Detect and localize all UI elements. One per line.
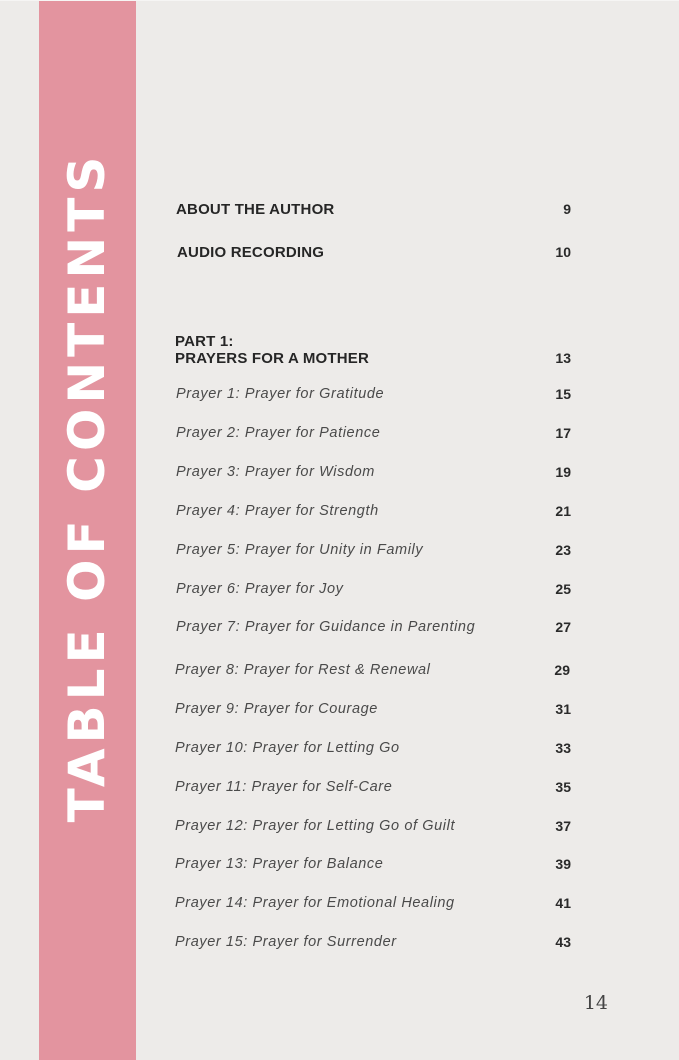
- toc-entry-label: Prayer 7: Prayer for Guidance in Parenting: [176, 619, 476, 635]
- toc-entry-page: 39: [555, 856, 571, 872]
- toc-entry-prayer-6[interactable]: [0, 581, 679, 605]
- toc-entry-label: Prayer 13: Prayer for Balance: [175, 856, 384, 872]
- toc-entry-label: Prayer 3: Prayer for Wisdom: [176, 464, 375, 480]
- toc-entry-prayer-10[interactable]: [0, 740, 679, 764]
- toc-entry-prayer-5[interactable]: [0, 542, 679, 566]
- toc-entry-label: Prayer 5: Prayer for Unity in Family: [176, 542, 424, 558]
- toc-entry-page: 29: [554, 662, 570, 678]
- toc-entry-page: 37: [555, 818, 571, 834]
- sidebar-title: TABLE OF CONTENTS: [58, 151, 116, 823]
- toc-entry-page: 23: [555, 542, 571, 558]
- toc-entry-label: Prayer 9: Prayer for Courage: [175, 701, 378, 717]
- toc-entry-page: 33: [555, 740, 571, 756]
- toc-entry-label: Prayer 1: Prayer for Gratitude: [176, 386, 385, 402]
- toc-entry-page: 27: [555, 619, 571, 635]
- toc-entry-page: 9: [563, 201, 571, 217]
- toc-entry-prayer-8[interactable]: [0, 662, 679, 686]
- toc-entry-label: Prayer 11: Prayer for Self-Care: [175, 779, 393, 795]
- toc-entry-label: Prayer 15: Prayer for Surrender: [175, 934, 397, 950]
- part-number: PART 1:: [175, 333, 234, 350]
- part-title: PRAYERS FOR A MOTHER: [175, 350, 370, 367]
- toc-entry-prayer-1[interactable]: [0, 386, 679, 410]
- toc-entry-page: 19: [555, 464, 571, 480]
- toc-entry-page: 43: [555, 934, 571, 950]
- page-number: 14: [583, 992, 608, 1014]
- toc-entry-label: ABOUT THE AUTHOR: [176, 201, 335, 218]
- toc-entry-label: AUDIO RECORDING: [177, 244, 325, 261]
- toc-entry-prayer-12[interactable]: [0, 818, 679, 842]
- toc-entry-prayer-7[interactable]: [0, 619, 679, 643]
- toc-entry-prayer-2[interactable]: [0, 425, 679, 449]
- toc-entry-audio-recording[interactable]: [0, 244, 679, 268]
- toc-entry-label: Prayer 8: Prayer for Rest & Renewal: [175, 662, 431, 678]
- toc-entry-label: Prayer 2: Prayer for Patience: [176, 425, 381, 441]
- toc-entry-label: Prayer 14: Prayer for Emotional Healing: [175, 895, 455, 911]
- toc-entry-page: 41: [555, 895, 571, 911]
- toc-entry-page: 15: [555, 386, 571, 402]
- toc-entry-page: 31: [555, 701, 571, 717]
- toc-entry-label: Prayer 4: Prayer for Strength: [176, 503, 379, 519]
- toc-entry-prayer-3[interactable]: [0, 464, 679, 488]
- part-page: 13: [555, 350, 571, 366]
- toc-entry-label: Prayer 6: Prayer for Joy: [176, 581, 344, 597]
- toc-entry-label: Prayer 10: Prayer for Letting Go: [175, 740, 400, 756]
- toc-entry-page: 10: [555, 244, 571, 260]
- toc-entry-prayer-15[interactable]: [0, 934, 679, 958]
- toc-entry-page: 25: [555, 581, 571, 597]
- toc-entry-page: 35: [555, 779, 571, 795]
- toc-entry-about-author[interactable]: [0, 201, 679, 225]
- part-page-row: [0, 350, 679, 374]
- toc-entry-prayer-4[interactable]: [0, 503, 679, 527]
- toc-entry-page: 21: [555, 503, 571, 519]
- toc-entry-prayer-13[interactable]: [0, 856, 679, 880]
- toc-entry-prayer-9[interactable]: [0, 701, 679, 725]
- toc-entry-page: 17: [555, 425, 571, 441]
- toc-entry-label: Prayer 12: Prayer for Letting Go of Guilt: [175, 818, 456, 834]
- toc-entry-prayer-14[interactable]: [0, 895, 679, 919]
- toc-entry-prayer-11[interactable]: [0, 779, 679, 803]
